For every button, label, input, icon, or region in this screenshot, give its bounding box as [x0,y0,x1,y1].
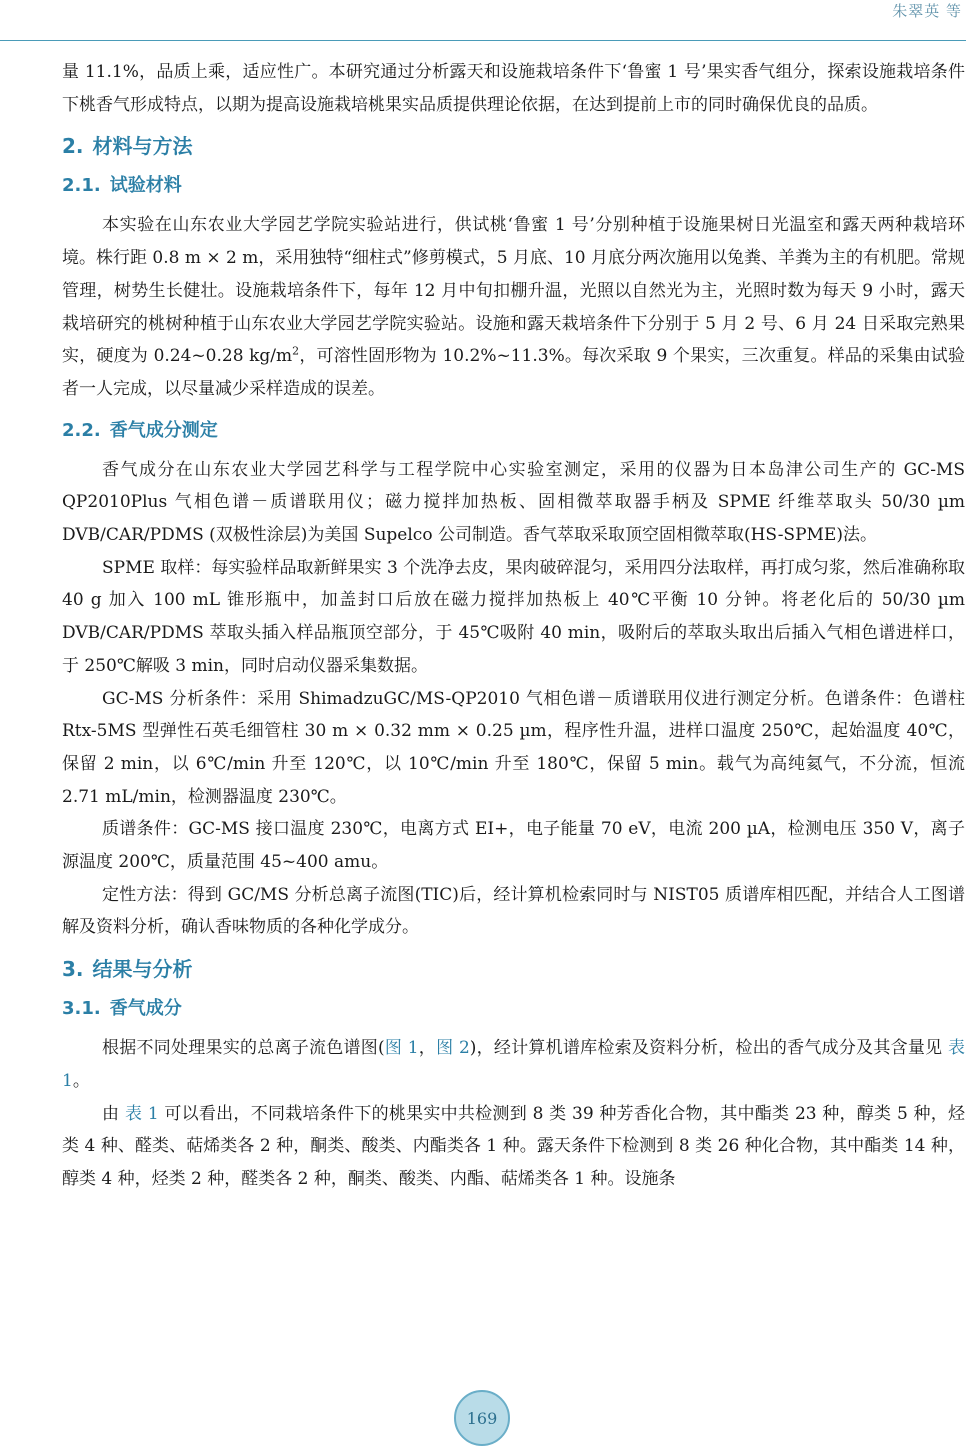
table-1-link[interactable]: 表 1 [124,1103,159,1124]
subsection-title: 香气成分测定 [109,419,218,441]
section-number: 2. [62,134,84,159]
page-number-badge [454,1390,510,1446]
results-text: 。 [72,1070,90,1091]
method-paragraph-5: 定性方法：得到 GC/MS 分析总离子流图(TIC)后，经计算机检索同时与 NIST05 质谱库相匹配，并结合人工图谱解及资料分析，确认香味物质的各种化学成分。 [62,884,965,938]
materials-text-a: 本实验在山东农业大学园艺学院实验站进行，供试桃‘鲁蜜 1 号’分别种植于设施果树日光温室和露天两种栽培环境。株行距 0.8 m × 2 m，采用独特“细柱式”修剪模式，5 月底、10 月底分两次施用以兔粪、羊粪为主的有机肥。常规管理，树势生长健壮。设施栽培条件下，每年 12 月中旬扣棚升温，光照以自然光为主，光照时数为每天 9 小时，露天栽培研究的桃树种植于山东农业大学园艺学院实验站。设施和露天栽培条件下分别于 5 月 2 号、6 月 24 日采取完熟果实，硬度为 0.24~0.28 kg/m [62,215,965,367]
figure-2-link[interactable]: 图 2 [436,1038,470,1059]
method-paragraph-2: SPME 取样：每实验样品取新鲜果实 3 个洗净去皮，果肉破碎混匀，采用四分法取样，再打成匀浆，然后准确称取 40 g 加入 100 mL 锥形瓶中，加盖封口后放在磁力搅拌加热板上 40℃平衡 10 分钟。将老化后的 50/30 µm DVB/CAR/PDMS 萃取头插入样品瓶顶空部分，于 45℃吸附 40 min，吸附后的萃取头取出后插入气相色谱进样口，于 250℃解吸 3 min，同时启动仪器采集数据。 [62,557,965,676]
figure-1-link[interactable]: 图 1 [384,1038,419,1059]
subsection-heading-2-1 [62,169,965,203]
results-text: ， [418,1038,437,1059]
results-paragraph-2 [62,1098,965,1196]
subsection-heading-2-2 [62,414,965,448]
results-text: 可以看出，不同栽培条件下的桃果实中共检测到 8 类 39 种芳香化合物，其中酯类 23 种，醇类 5 种，烃类 4 种、醛类、萜烯类各 2 种，酮类、酸类、内酯类各 1 种。露天条件下检测到 8 类 26 种化合物，其中酯类 14 种，醇类 4 种，烃类 2 种，醛类各 2 种，酮类、酸类、内酯、萜烯类各 1 种。设施条 [62,1103,965,1189]
section-heading-2 [62,129,965,163]
subsection-number: 2.2. [62,419,101,441]
header-rule [0,40,966,41]
superscript: 2 [292,344,300,358]
results-text: 由 [102,1103,125,1124]
page-number: 169 [466,1408,498,1428]
subsection-title: 试验材料 [109,175,182,197]
section-heading-3 [62,952,965,986]
method-paragraph-4: 质谱条件：GC-MS 接口温度 230℃，电离方式 EI+，电子能量 70 eV，电流 200 µA，检测电压 350 V，离子源温度 200℃，质量范围 45~400 amu。 [62,819,965,873]
results-text: 根据不同处理果实的总离子流色谱图( [102,1038,385,1059]
materials-text-b: ，可溶性固形物为 10.2%~11.3%。每次采取 9 个果实，三次重复。样品的采集由试验者一人完成，以尽量减少采样造成的误差。 [62,346,965,399]
results-paragraph-1 [62,1032,965,1097]
section-number: 3. [62,957,84,982]
subsection-title: 香气成分 [109,998,182,1020]
subsection-heading-3-1 [62,992,965,1026]
method-paragraph-1: 香气成分在山东农业大学园艺科学与工程学院中心实验室测定，采用的仪器为日本岛津公司生产的 GC-MS QP2010Plus 气相色谱－质谱联用仪；磁力搅拌加热板、固相微萃取器手柄及 SPME 纤维萃取头 50/30 µm DVB/CAR/PDMS (双极性涂层)为美国 Supelco 公司制造。香气萃取采取顶空固相微萃取(HS-SPME)法。 [62,459,965,546]
materials-paragraph [62,209,965,405]
subsection-number: 2.1. [62,175,101,197]
section-title: 材料与方法 [92,134,193,159]
intro-paragraph: 量 11.1%，品质上乘，适应性广。本研究通过分析露天和设施栽培条件下‘鲁蜜 1 号’果实香气组分，探索设施栽培条件下桃香气形成特点，以期为提高设施栽培桃果实品质提供理论依据，在达到提前上市的同时确保优良的品质。 [62,62,965,115]
table-1-link[interactable]: 表 1 [62,1038,965,1091]
results-text: )，经计算机谱库检索及资料分析，检出的香气成分及其含量见 [469,1038,948,1059]
method-paragraph-3: GC-MS 分析条件：采用 ShimadzuGC/MS-QP2010 气相色谱－质谱联用仪进行测定分析。色谱条件：色谱柱 Rtx-5MS 型弹性石英毛细管柱 30 m × 0.32 mm × 0.25 µm，程序性升温，进样口温度 250℃，起始温度 40℃，保留 2 min，以 6℃/min 升至 120℃，以 10℃/min 升至 180℃，保留 5 min。载气为高纯氦气，不分流，恒流 2.71 mL/min，检测器温度 230℃。 [62,688,965,807]
article-body [62,56,965,1196]
section-title: 结果与分析 [92,957,193,982]
subsection-number: 3.1. [62,998,101,1020]
running-header-author: 朱翠英 等 [892,2,962,20]
